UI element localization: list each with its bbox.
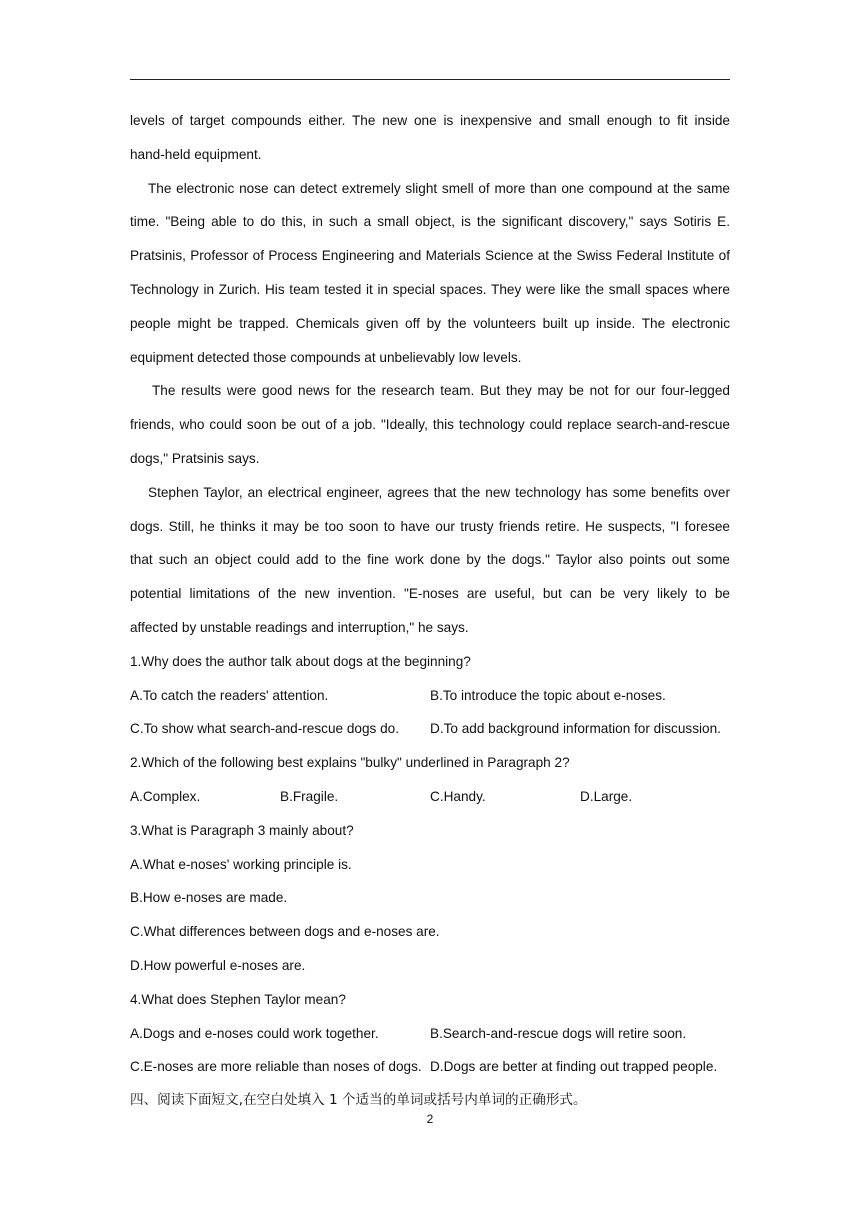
option-b: B.How e-noses are made. bbox=[130, 890, 288, 906]
option-row bbox=[130, 1017, 730, 1051]
option-b: B.Search-and-rescue dogs will retire soon. bbox=[430, 1025, 687, 1041]
option-d: D.To add background information for discussion. bbox=[430, 721, 721, 737]
question-stem: 4.What does Stephen Taylor mean? bbox=[130, 991, 346, 1007]
passage-line: friends, who could soon be out of a job. "Ideally, this technology could replace search-and-rescue bbox=[130, 417, 730, 433]
question-stem: 2.Which of the following best explains "bulky" underlined in Paragraph 2? bbox=[130, 755, 570, 771]
passage-line: Stephen Taylor, an electrical engineer, agrees that the new technology has some benefits over bbox=[148, 484, 730, 500]
option-a: A.Dogs and e-noses could work together. bbox=[130, 1025, 379, 1041]
passage-line: The results were good news for the research team. But they may be not for our four-legged bbox=[152, 383, 730, 399]
passage-line: affected by unstable readings and interruption," he says. bbox=[130, 619, 469, 635]
passage-line: time. "Being able to do this, in such a small object, is the significant discovery," says Sotiris E. bbox=[130, 214, 730, 230]
passage-line: Technology in Zurich. His team tested it in special spaces. They were like the small spaces where bbox=[130, 281, 730, 297]
option-d: D.How powerful e-noses are. bbox=[130, 957, 306, 973]
passage-line: equipment detected those compounds at unbelievably low levels. bbox=[130, 349, 522, 365]
section-heading: 四、阅读下面短文,在空白处填入 1 个适当的单词或括号内单词的正确形式。 bbox=[130, 1092, 587, 1109]
option-c: C.To show what search-and-rescue dogs do. bbox=[130, 721, 399, 737]
option-d: D.Large. bbox=[580, 788, 633, 804]
option-c: C.Handy. bbox=[430, 788, 486, 804]
header-rule bbox=[130, 79, 730, 80]
question-stem: 3.What is Paragraph 3 mainly about? bbox=[130, 822, 354, 838]
option-a: A.To catch the readers' attention. bbox=[130, 687, 329, 703]
option-a: A.Complex. bbox=[130, 788, 201, 804]
passage-line: Pratsinis, Professor of Process Engineering and Materials Science at the Swiss Federal Institute of bbox=[130, 248, 730, 264]
option-d: D.Dogs are better at finding out trapped people. bbox=[430, 1059, 718, 1075]
passage-line: dogs," Pratsinis says. bbox=[130, 450, 260, 466]
option-row bbox=[130, 780, 730, 814]
page-number: 2 bbox=[426, 1112, 434, 1126]
passage-line: dogs. Still, he thinks it may be too soon to have our trusty friends retire. He suspects, "I foresee bbox=[130, 518, 730, 534]
passage-line: potential limitations of the new invention. "E-noses are useful, but can be very likely to be bbox=[130, 586, 730, 602]
option-b: B.To introduce the topic about e-noses. bbox=[430, 687, 666, 703]
passage-line: The electronic nose can detect extremely slight smell of more than one compound at the same bbox=[148, 180, 730, 196]
passage-line: levels of target compounds either. The new one is inexpensive and small enough to fit inside bbox=[130, 113, 730, 128]
option-row bbox=[130, 712, 730, 746]
option-b: B.Fragile. bbox=[280, 788, 339, 804]
option-row bbox=[130, 679, 730, 713]
passage-line: that such an object could add to the fine work done by the dogs." Taylor also points out some bbox=[130, 552, 730, 568]
passage-line: hand-held equipment. bbox=[130, 146, 262, 162]
option-row bbox=[130, 1050, 730, 1084]
page-content bbox=[130, 104, 730, 1118]
option-c: C.What differences between dogs and e-noses are. bbox=[130, 924, 440, 940]
option-c: C.E-noses are more reliable than noses of dogs. bbox=[130, 1059, 422, 1075]
passage-line: people might be trapped. Chemicals given off by the volunteers built up inside. The electronic bbox=[130, 315, 730, 331]
question-stem: 1.Why does the author talk about dogs at the beginning? bbox=[130, 653, 471, 669]
option-a: A.What e-noses' working principle is. bbox=[130, 856, 352, 872]
